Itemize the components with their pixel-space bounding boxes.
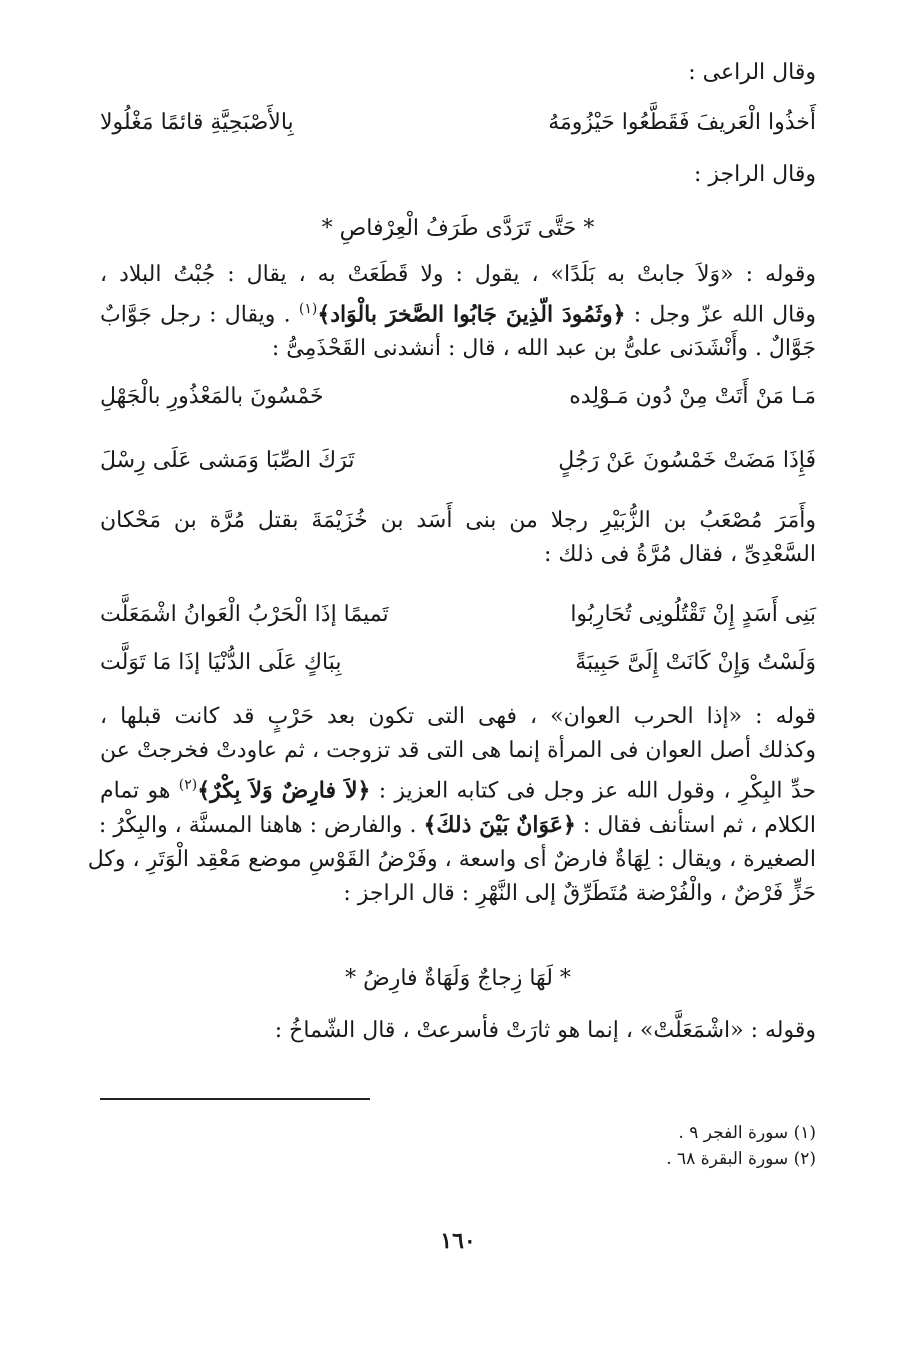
hemistich-second: بِبَاكٍ عَلَى الدُّنْيَا إذَا مَا تَوَلَّت [100, 650, 342, 675]
page-number: ١٦٠ [440, 1228, 476, 1254]
rajaz-line: * لَهَا زِجاجٌ وَلَهَاةٌ فارِضُ * [345, 966, 571, 991]
hemistich-second: تَرَكَ الصِّبَا وَمَشى عَلَى رِسْلَ [100, 448, 355, 473]
text-line: حَزٍّ فَرْضٌ ، والْفُرْضة مُتَطَرِّقٌ إلى النَّهْرِ : قال الراجز : [343, 881, 816, 907]
verse-intro-raai: وقال الراعى : [688, 60, 816, 85]
paragraph [87, 700, 816, 911]
text-line: وأَمَرَ مُصْعَبُ بن الزُّبَيْرِ رجلا من بنى أَسَد بن خُزَيْمَةَ بقتل مُرَّة بن مَحْكان [100, 508, 816, 533]
hemistich-second: بِالأَصْبَحِيَّةِ قائمًا مَغْلُولا [100, 110, 294, 135]
verse-line [100, 444, 816, 478]
text-line [100, 768, 816, 808]
hemistich-first: أَخذُوا الْعَريفَ فَقَطَّعُوا حَيْزُومَهُ [548, 110, 816, 135]
footnote: (١) سورة الفجر ٩ . [678, 1123, 816, 1143]
text-line: جَوَّالٌ . وأَنْشَدَنى علىُّ بن عبد الله ، قال : أنشدنى القَحْذَمِىُّ : [271, 336, 816, 362]
footnote-divider [100, 1098, 370, 1100]
text-segment: هو تمام [100, 778, 179, 804]
text-line: وقوله : «وَلاَ جابتْ به بَلَدًا» ، يقول : ولا قَطَعَتْ به ، يقال : جُبْتُ البلاد ، [100, 262, 816, 287]
hemistich-second: خَمْسُونَ بالمَعْذُورِ بالْجَهْلِ [100, 384, 324, 409]
hemistich-second: تَميمًا إذَا الْحَرْبُ الْعَوانُ اشْمَعَلَّت [100, 602, 389, 627]
quran-quote: ﴿وثَمُودَ الّذِينَ جَابُوا الصَّخرَ بالْوَاد﴾ [317, 301, 626, 328]
verse-line [100, 106, 816, 140]
text-segment: حدِّ البِكْرِ ، وقول الله عز وجل فى كتابه العزيز : [370, 778, 816, 804]
text-line: وكذلك أصل العوان فى المرأة إنما هى التى قد تزوجت ، ثم عاودتْ فخرجتْ عن [100, 738, 816, 763]
text-line [100, 808, 816, 843]
quran-quote: ﴿لاَ فارِضٌ وَلاَ بِكْرٌ﴾ [197, 777, 371, 804]
footnote-ref: (٢) [178, 777, 198, 793]
hemistich-first: مَـا مَنْ أَتَتْ مِنْ دُون مَـوْلِده [569, 384, 816, 409]
text-line: السَّعْدِىِّ ، فقال مُرَّةُ فى ذلك : [544, 542, 816, 567]
hemistich-first: بَنِى أَسَدٍ إِنْ تَقْتُلُونِى تُحَارِبُوا [570, 602, 816, 627]
hemistich-first: وَلَسْتُ وَإِنْ كَانَتْ إِلَىَّ حَبِيبَةً [575, 650, 816, 675]
verse-line [100, 646, 816, 680]
verse-intro-rajiz: وقال الراجز : [693, 162, 816, 187]
verse-line [100, 380, 816, 414]
verse-line [100, 598, 816, 632]
rajaz-line: * حَتَّى تَرَدَّى طَرَفُ الْعِرْفاصِ * [321, 216, 595, 241]
quran-quote: ﴿عَوَانٌ بَيْنَ ذلكَ﴾ [423, 812, 576, 839]
paragraph [100, 504, 816, 572]
text-segment: الكلام ، ثم استأنف فقال : [575, 813, 816, 839]
text-segment: وقال الله عزّ وجل : [625, 302, 816, 328]
paragraph [100, 258, 816, 366]
text-segment: . ويقال : رجل جَوَّابٌ [100, 302, 299, 328]
text-line [100, 292, 816, 332]
paragraph-line: وقوله : «اشْمَعَلَّتْ» ، إنما هو ثارَتْ فأسرعتْ ، قال الشّماخُ : [274, 1018, 816, 1043]
footnote-ref: (١) [298, 301, 318, 317]
footnote: (٢) سورة البقرة ٦٨ . [666, 1149, 816, 1169]
text-line: الصغيرة ، ويقال : لِهَاةٌ فارضٌ أى واسعة ، وفَرْضُ القَوْسِ موضع مَعْقِد الْوَتَرِ ، وكل [87, 847, 816, 873]
hemistich-first: فَإِذَا مَضَتْ خَمْسُونَ عَنْ رَجُلٍ [558, 448, 816, 473]
text-segment: . والفارض : هاهنا المسنَّة ، والبِكْرُ : [98, 813, 424, 839]
text-line: قوله : «إذا الحرب العوان» ، فهى التى تكون بعد حَرْبٍ قد كانت قبلها ، [100, 704, 816, 729]
footnotes [100, 1120, 816, 1172]
